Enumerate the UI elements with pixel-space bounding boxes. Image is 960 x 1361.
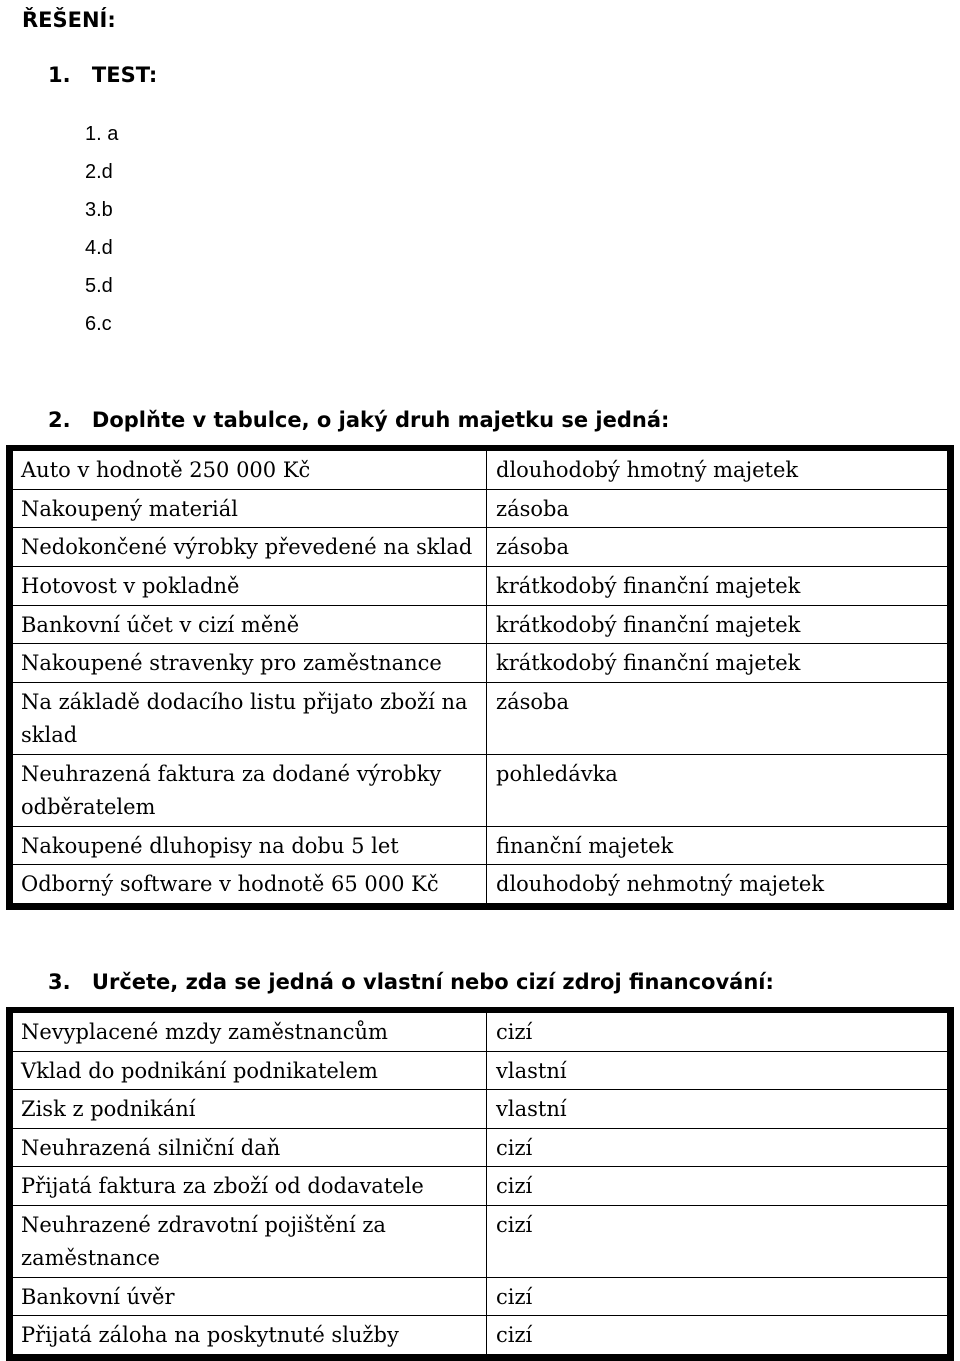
asset-answer: dlouhodobý hmotný majetek — [496, 458, 799, 482]
section2-title: Doplňte v tabulce, o jaký druh majetku se jedná: — [91, 408, 670, 432]
financing-source-table — [6, 1007, 954, 1361]
table-row — [13, 1205, 947, 1277]
test-answer: 6.c — [85, 313, 112, 335]
table-row — [13, 527, 947, 566]
source-item: Neuhrazená silniční daň — [13, 1129, 487, 1167]
source-answer: cizí — [496, 1174, 533, 1198]
asset-item: Nakoupené stravenky pro zaměstnance — [13, 644, 487, 682]
asset-answer: zásoba — [496, 689, 569, 714]
test-answers-list — [85, 121, 118, 349]
section2-number: 2. — [48, 408, 71, 432]
table-row — [13, 1089, 947, 1128]
source-answer: vlastní — [496, 1097, 567, 1121]
source-answer: cizí — [496, 1020, 533, 1044]
section3-title: Určete, zda se jedná o vlastní nebo cizí zdroj financování: — [91, 970, 774, 994]
asset-item: Nakoupený materiál — [13, 490, 487, 528]
asset-item: Na základě dodacího listu přijato zboží na sklad — [13, 683, 487, 754]
test-answer: 1. a — [85, 123, 119, 145]
source-answer: vlastní — [496, 1058, 567, 1083]
source-item: Neuhrazené zdravotní pojištění za zaměstnance — [13, 1206, 487, 1277]
asset-item: Hotovost v pokladně — [13, 567, 487, 605]
asset-answer: finanční majetek — [496, 833, 674, 858]
source-answer: cizí — [496, 1323, 533, 1347]
section2-heading — [48, 408, 669, 432]
table-row — [13, 489, 947, 528]
asset-answer: krátkodobý finanční majetek — [496, 651, 801, 675]
test-answer: 5.d — [85, 275, 113, 297]
page-title: ŘEŠENÍ: — [22, 8, 116, 32]
asset-item: Bankovní účet v cizí měně — [13, 606, 487, 644]
asset-item: Odborný software v hodnotě 65 000 Kč — [13, 865, 487, 903]
asset-answer: zásoba — [496, 535, 569, 559]
section3-heading — [48, 970, 774, 994]
asset-answer: pohledávka — [496, 761, 618, 786]
table-row — [13, 1013, 947, 1051]
table-row — [13, 605, 947, 644]
table-row — [13, 643, 947, 682]
asset-item: Nedokončené výrobky převedené na sklad — [13, 528, 487, 566]
asset-answer: krátkodobý finanční majetek — [496, 612, 801, 637]
source-item: Vklad do podnikání podnikatelem — [13, 1052, 487, 1090]
source-item: Bankovní úvěr — [13, 1278, 487, 1316]
asset-answer: dlouhodobý nehmotný majetek — [496, 872, 825, 896]
table-row — [13, 451, 947, 489]
asset-type-table — [6, 445, 954, 910]
source-answer: cizí — [496, 1284, 533, 1309]
source-answer: cizí — [496, 1212, 533, 1237]
test-answer: 3.b — [85, 199, 113, 221]
test-answer: 4.d — [85, 237, 113, 259]
table-row — [13, 1166, 947, 1205]
asset-answer: zásoba — [496, 496, 569, 521]
table-row — [13, 566, 947, 605]
section3-number: 3. — [48, 970, 71, 994]
asset-item: Nakoupené dluhopisy na dobu 5 let — [13, 827, 487, 865]
table-row — [13, 1315, 947, 1354]
table-row — [13, 754, 947, 826]
test-answer: 2.d — [85, 161, 113, 183]
asset-item: Auto v hodnotě 250 000 Kč — [13, 451, 487, 489]
source-item: Zisk z podnikání — [13, 1090, 487, 1128]
source-answer: cizí — [496, 1135, 533, 1160]
asset-item: Neuhrazená faktura za dodané výrobky odběratelem — [13, 755, 487, 826]
section1-heading — [48, 63, 157, 87]
section1-title: TEST: — [91, 63, 158, 87]
table-row — [13, 1051, 947, 1090]
table-row — [13, 682, 947, 754]
source-item: Nevyplacené mzdy zaměstnancům — [13, 1013, 487, 1051]
table-row — [13, 864, 947, 903]
asset-answer: krátkodobý finanční majetek — [496, 574, 801, 598]
source-item: Přijatá faktura za zboží od dodavatele — [13, 1167, 487, 1205]
table-row — [13, 826, 947, 865]
source-item: Přijatá záloha na poskytnuté služby — [13, 1316, 487, 1354]
table-row — [13, 1277, 947, 1316]
table-row — [13, 1128, 947, 1167]
section1-number: 1. — [48, 63, 71, 87]
